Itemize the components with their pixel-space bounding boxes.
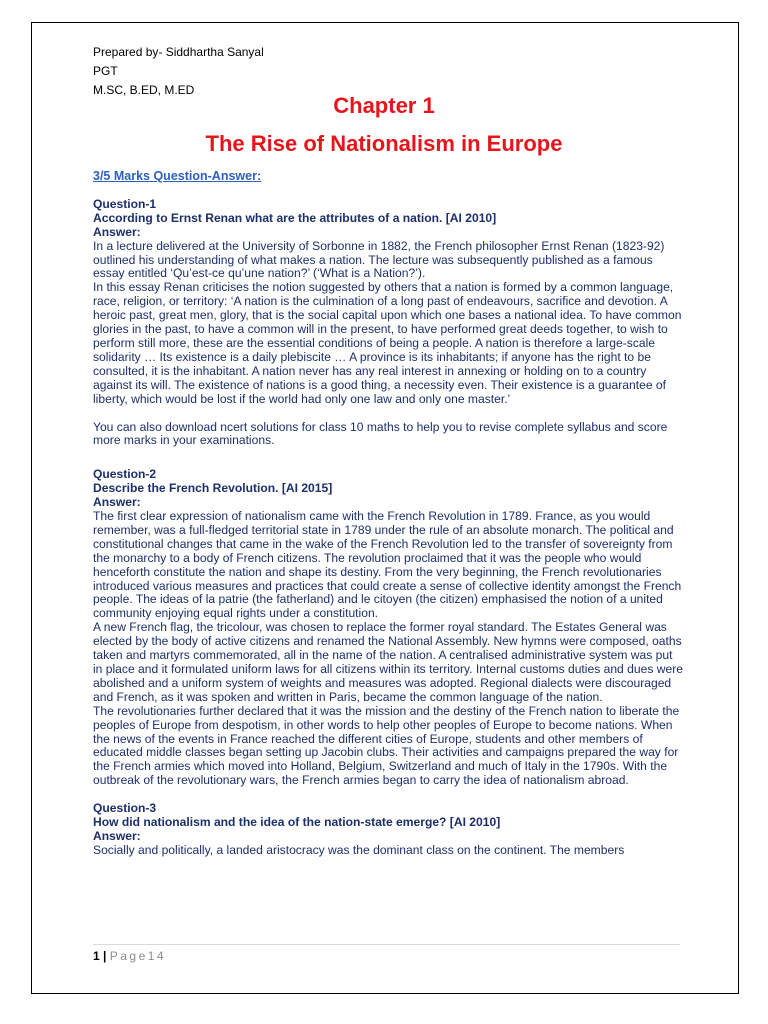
answer-paragraph: The first clear expression of nationalism came with the French Revolution in 1789. France, as you would remember, was a full-fledged territorial state in 1789 under the rule of an absolute monarch. The political and constitutional changes that came in the wake of the French Revolution led to the transfer of sovereignty from the monarchy to a body of French citizens. The revolution proclaimed that it was the people who would henceforth constitute the nation and shape its destiny. From the very beginning, the French revolutionaries introduced various measures and practices that could create a sense of collective identity amongst the French people. The ideas of la patrie (the fatherland) and le citoyen (the citizen) emphasised the notion of a united community enjoying equal rights under a constitution. <box>93 509 682 621</box>
page-footer <box>93 949 166 963</box>
answer-paragraph: In a lecture delivered at the University of Sorbonne in 1882, the French philosopher Ernst Renan (1823-92) outlined his understanding of what makes a nation. The lecture was subsequently published as a famous essay entitled ‘Qu’est-ce qu’une nation?’ (‘What is a Nation?’). <box>93 238 665 281</box>
question-block <box>93 468 683 788</box>
question-block <box>93 802 683 858</box>
question-label: Question-2 <box>93 467 157 482</box>
question-label: Question-1 <box>93 196 157 211</box>
document-body <box>93 170 683 858</box>
page-number: 1 <box>93 949 100 963</box>
page-label: Page14 <box>109 949 167 963</box>
answer-paragraph: A new French flag, the tricolour, was chosen to replace the former royal standard. The Estates General was elected by the body of active citizens and renamed the National Assembly. New hymns were composed, oaths taken and martyrs commemorated, all in the name of the nation. A centralised administrative system was put in place and it formulated uniform laws for all citizens within its territory. Internal customs duties and dues were abolished and a uniform system of weights and measures was adopted. Regional dialects were discouraged and French, as it was spoken and written in Paris, became the common language of the nation. <box>93 620 683 704</box>
question-text: According to Ernst Renan what are the attributes of a nation. [AI 2010] <box>93 210 497 225</box>
answer-paragraph: The revolutionaries further declared that it was the mission and the destiny of the French nation to liberate the peoples of Europe from despotism, in other words to help other peoples of Europe to become nations. When the news of the events in France reached the different cities of Europe, students and other members of educated middle classes began setting up Jacobin clubs. Their activities and campaigns prepared the way for the French armies which moved into Holland, Belgium, Switzerland and much of Italy in the 1790s. With the outbreak of the revolutionary wars, the French armies began to carry the idea of nationalism abroad. <box>93 703 680 788</box>
section-heading: 3/5 Marks Question-Answer: <box>93 169 262 183</box>
footer-divider <box>93 944 680 945</box>
chapter-title: Chapter 1 <box>333 93 435 118</box>
promo-note: You can also download ncert solutions for class 10 maths to help you to revise complete syllabus and score more marks in your examinations. <box>93 419 668 448</box>
preparer-block <box>93 43 264 100</box>
question-text: Describe the French Revolution. [AI 2015] <box>93 481 333 496</box>
question-text: How did nationalism and the idea of the nation-state emerge? [AI 2010] <box>93 815 501 830</box>
answer-label: Answer: <box>93 828 141 843</box>
preparer-designation: PGT <box>93 64 118 78</box>
question-label: Question-3 <box>93 801 157 816</box>
answer-paragraph: In this essay Renan criticises the notion suggested by others that a nation is formed by a common language, race, religion, or territory: ‘A nation is the culmination of a long past of endeavours, sacrifice and devotion. A heroic past, great men, glory, that is the social capital upon which one bases a national idea. To have common glories in the past, to have a common will in the present, to have performed great deeds together, to wish to perform still more, these are the essential conditions of being a people. A nation is therefore a large-scale solidarity … Its existence is a daily plebiscite … A province is its inhabitants; if anyone has the right to be consulted, it is the inhabitant. A nation never has any real interest in annexing or holding on to a country against its will. The existence of nations is a good thing, a necessity even. Their existence is a guarantee of liberty, which would be lost if the world had only one law and only one master.’ <box>93 280 682 406</box>
question-block <box>93 198 683 407</box>
preparer-name: Prepared by- Siddhartha Sanyal <box>93 45 264 59</box>
answer-paragraph: Socially and politically, a landed aristocracy was the dominant class on the continent. The members <box>93 842 625 857</box>
answer-label: Answer: <box>93 495 141 510</box>
answer-label: Answer: <box>93 224 141 239</box>
preparer-qualifications: M.SC, B.ED, M.ED <box>93 83 195 97</box>
chapter-subtitle: The Rise of Nationalism in Europe <box>205 131 563 156</box>
footer-separator: | <box>103 949 107 963</box>
